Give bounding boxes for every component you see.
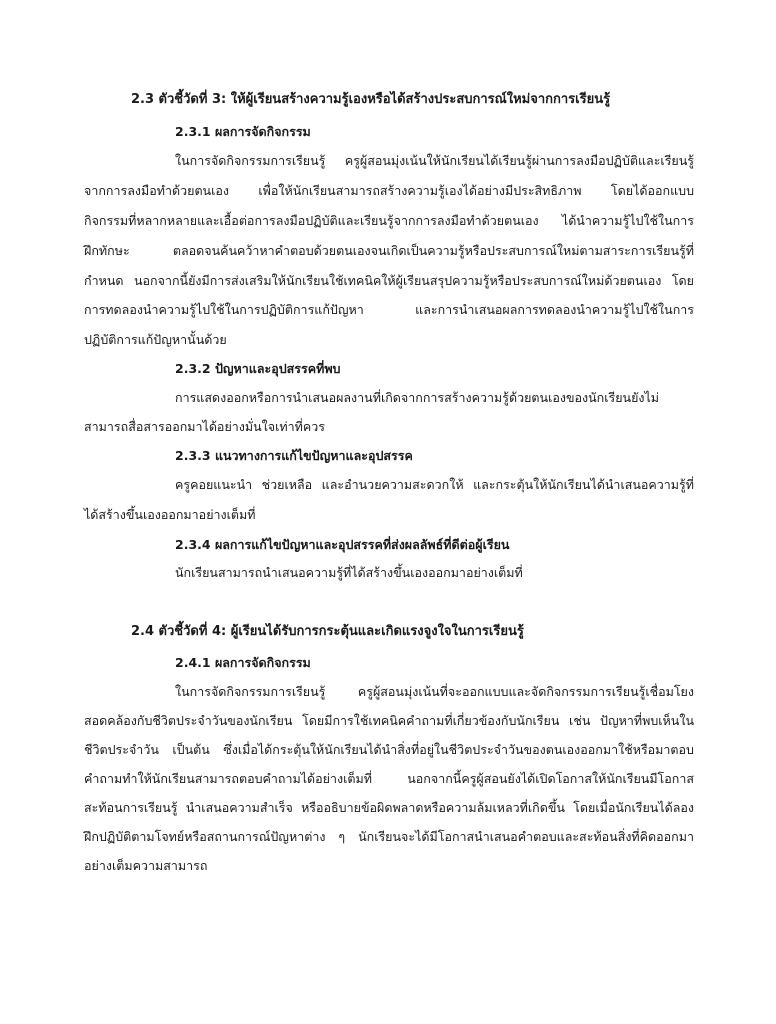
paragraph-line: สามารถสื่อสารออกมาได้อย่างมั่นใจเท่าที่ควร — [84, 419, 325, 434]
paragraph-line: ได้สร้างขึ้นเองออกมาอย่างเต็มที่ — [84, 507, 256, 522]
paragraph-line: การทดลองนำความรู้ไปใช้ในการปฏิบัติการแก้ปัญหา และการนำเสนอผลการทดลองนำความรู้ไปใช้ในการ — [84, 302, 694, 317]
paragraph-line: อย่างเต็มความสามารถ — [84, 858, 208, 873]
subsection-heading-2-3-4: 2.3.4 ผลการแก้ไขปัญหาและอุปสรรคที่ส่งผลลัพธ์ที่ดีต่อผู้เรียน — [175, 537, 510, 552]
paragraph-line: ปฏิบัติการแก้ปัญหานั้นด้วย — [84, 332, 227, 347]
paragraph-line: คำถามทำให้นักเรียนสามารถตอบคำถามได้อย่างเต็มที่ นอกจากนี้ครูผู้สอนยังได้เปิดโอกาสให้นักเรียนมีโอกาส — [84, 771, 694, 786]
section-heading-2-4: 2.4 ตัวชี้วัดที่ 4: ผู้เรียนได้รับการกระตุ้นและเกิดแรงจูงใจในการเรียนรู้ — [131, 624, 524, 639]
section-heading-2-3: 2.3 ตัวชี้วัดที่ 3: ให้ผู้เรียนสร้างความรู้เองหรือได้สร้างประสบการณ์ใหม่จากการเรียนรู้ — [131, 92, 611, 107]
paragraph-line: ครูคอยแนะนำ ช่วยเหลือ และอำนวยความสะดวกให้ และกระตุ้นให้นักเรียนได้นำเสนอความรู้ที่ — [175, 477, 694, 492]
paragraph-line: กิจกรรมที่หลากหลายและเอื้อต่อการลงมือปฏิบัติและเรียนรู้จากการลงมือทำด้วยตนเอง ได้นำความรู้ไปใช้ในการ — [84, 213, 694, 228]
paragraph-line: จากการลงมือทำด้วยตนเอง เพื่อให้นักเรียนสามารถสร้างความรู้เองได้อย่างมีประสิทธิภาพ โดยได้ออกแบบ — [84, 183, 694, 198]
paragraph-line: ชีวิตประจำวัน เป็นต้น ซึ่งเมื่อได้กระตุ้นให้นักเรียนได้นำสิ่งที่อยู่ในชีวิตประจำวันของตนเองออกมาใช้หรือมาตอบ — [84, 742, 694, 757]
subsection-heading-2-3-3: 2.3.3 แนวทางการแก้ไขปัญหาและอุปสรรค — [175, 448, 413, 463]
paragraph-line: ฝึกปฏิบัติตามโจทย์หรือสถานการณ์ปัญหาต่าง ๆ นักเรียนจะได้มีโอกาสนำเสนอคำตอบและสะท้อนสิ่งที่คิดออกมา — [84, 829, 694, 844]
paragraph-line: กำหนด นอกจากนี้ยังมีการส่งเสริมให้นักเรียนใช้เทคนิคให้ผู้เรียนสรุปความรู้หรือประสบการณ์ใหม่ด้วยตนเอง โดย — [84, 273, 694, 288]
paragraph-line: สอดคล้องกับชีวิตประจำวันของนักเรียน โดยมีการใช้เทคนิคคำถามที่เกี่ยวข้องกับนักเรียน เช่น ปัญหาที่พบเห็นใน — [84, 713, 694, 728]
subsection-heading-2-4-1: 2.4.1 ผลการจัดกิจกรรม — [175, 655, 311, 670]
paragraph-line: ในการจัดกิจกรรมการเรียนรู้ ครูผู้สอนมุ่งเน้นที่จะออกแบบและจัดกิจกรรมการเรียนรู้เชื่อมโยง — [175, 684, 694, 699]
paragraph-line: นักเรียนสามารถนำเสนอความรู้ที่ได้สร้างขึ้นเองออกมาอย่างเต็มที่ — [175, 565, 523, 580]
paragraph-line: ในการจัดกิจกรรมการเรียนรู้ ครูผู้สอนมุ่งเน้นให้นักเรียนได้เรียนรู้ผ่านการลงมือปฏิบัติและเรียนรู้ — [175, 153, 694, 168]
paragraph-line: ฝึกทักษะ ตลอดจนค้นคว้าหาคำตอบด้วยตนเองจนเกิดเป็นความรู้หรือประสบการณ์ใหม่ตามสาระการเรียนรู้ที่ — [84, 243, 694, 258]
subsection-heading-2-3-2: 2.3.2 ปัญหาและอุปสรรคที่พบ — [175, 361, 341, 376]
paragraph-line: การแสดงออกหรือการนำเสนอผลงานที่เกิดจากการสร้างความรู้ด้วยตนเองของนักเรียนยังไม่ — [175, 390, 660, 405]
paragraph-line: สะท้อนการเรียนรู้ นำเสนอความสำเร็จ หรืออธิบายข้อผิดพลาดหรือความล้มเหลวที่เกิดขึ้น โดยเมื่อนักเรียนได้ลอง — [84, 800, 694, 815]
subsection-heading-2-3-1: 2.3.1 ผลการจัดกิจกรรม — [175, 124, 311, 139]
